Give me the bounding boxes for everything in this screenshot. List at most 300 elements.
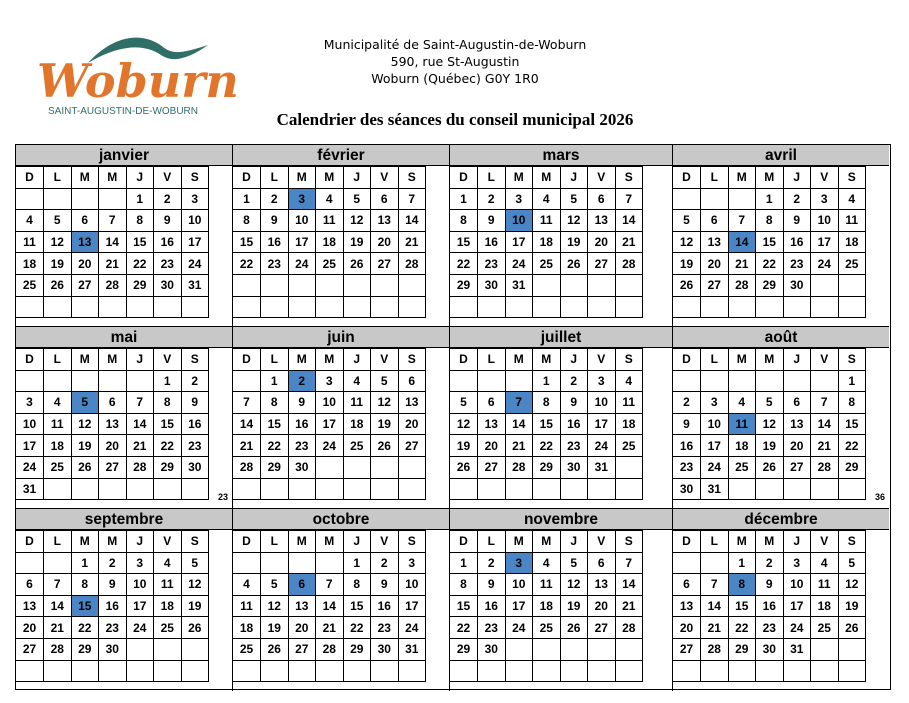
month-name: décembre	[673, 509, 889, 530]
day-cell: 11	[838, 210, 866, 232]
day-cell: 7	[126, 392, 154, 414]
day-cell: 29	[343, 638, 371, 660]
weekday-header-row	[233, 167, 426, 189]
day-cell: 20	[371, 231, 399, 253]
day-cell	[505, 638, 533, 660]
day-cell	[154, 660, 182, 682]
day-cell: 29	[126, 274, 154, 296]
day-cell: 20	[398, 413, 426, 435]
weekday-label: J	[560, 349, 588, 371]
day-cell: 19	[560, 595, 588, 617]
day-cell: 22	[533, 435, 561, 457]
day-cell: 29	[261, 456, 289, 478]
day-cell: 29	[450, 638, 478, 660]
week-row	[233, 413, 426, 435]
day-cell: 4	[728, 392, 756, 414]
day-cell: 23	[478, 617, 506, 639]
day-cell: 4	[533, 188, 561, 210]
day-cell: 30	[560, 456, 588, 478]
day-cell: 13	[588, 574, 616, 596]
day-cell: 8	[154, 392, 182, 414]
day-cell	[673, 188, 701, 210]
weekday-label: S	[838, 349, 866, 371]
day-cell	[756, 660, 784, 682]
day-cell: 16	[783, 231, 811, 253]
weekday-label: S	[615, 349, 643, 371]
day-cell	[343, 660, 371, 682]
week-row	[233, 210, 426, 232]
weekday-header-row	[233, 531, 426, 553]
day-cell: 14	[398, 210, 426, 232]
day-cell	[478, 478, 506, 500]
day-cell: 11	[533, 210, 561, 232]
day-cell	[478, 660, 506, 682]
week-row	[450, 231, 643, 253]
day-cell: 8	[233, 210, 261, 232]
day-cell	[261, 552, 289, 574]
week-row	[16, 274, 209, 296]
day-cell: 20	[99, 435, 127, 457]
week-row	[450, 188, 643, 210]
day-cell: 28	[126, 456, 154, 478]
day-cell: 30	[99, 638, 127, 660]
day-cell	[16, 660, 44, 682]
weekday-label: D	[16, 531, 44, 553]
weekday-label: S	[838, 167, 866, 189]
weekday-label: M	[71, 531, 99, 553]
day-cell: 4	[154, 552, 182, 574]
weekday-label: V	[371, 349, 399, 371]
weekday-header-row	[673, 531, 866, 553]
day-cell: 8	[71, 574, 99, 596]
day-cell: 4	[838, 188, 866, 210]
day-cell	[756, 478, 784, 500]
day-cell: 7	[99, 210, 127, 232]
day-cell: 6	[588, 188, 616, 210]
day-cell: 2	[783, 188, 811, 210]
weekday-label: S	[398, 349, 426, 371]
day-cell	[783, 370, 811, 392]
day-cell: 5	[343, 188, 371, 210]
weekday-label: V	[588, 531, 616, 553]
day-cell: 18	[44, 435, 72, 457]
week-row	[450, 253, 643, 275]
day-cell	[478, 296, 506, 318]
day-cell	[588, 478, 616, 500]
day-cell: 20	[288, 617, 316, 639]
day-cell: 27	[783, 456, 811, 478]
week-row	[450, 392, 643, 414]
day-cell: 16	[478, 231, 506, 253]
day-cell: 9	[478, 574, 506, 596]
day-cell	[560, 296, 588, 318]
day-cell: 29	[533, 456, 561, 478]
month-block	[450, 327, 673, 509]
day-cell: 7	[615, 188, 643, 210]
day-cell: 18	[615, 413, 643, 435]
day-cell: 19	[71, 435, 99, 457]
week-row	[450, 595, 643, 617]
weekday-label: J	[560, 531, 588, 553]
day-cell: 14	[811, 413, 839, 435]
weekday-label: D	[450, 349, 478, 371]
day-cell: 12	[673, 231, 701, 253]
day-cell	[533, 274, 561, 296]
day-cell	[181, 478, 209, 500]
month-table	[673, 166, 866, 318]
day-cell: 22	[126, 253, 154, 275]
week-row	[673, 552, 866, 574]
month-block	[16, 509, 233, 691]
day-cell: 1	[450, 188, 478, 210]
day-cell	[316, 660, 344, 682]
day-cell: 17	[181, 231, 209, 253]
day-cell	[233, 370, 261, 392]
day-cell: 19	[44, 253, 72, 275]
day-cell: 15	[450, 231, 478, 253]
day-cell	[838, 274, 866, 296]
day-cell: 18	[16, 253, 44, 275]
logo-graphic	[33, 33, 239, 119]
week-row	[673, 638, 866, 660]
day-cell: 28	[701, 638, 729, 660]
day-cell	[505, 660, 533, 682]
week-row	[16, 435, 209, 457]
day-cell	[16, 188, 44, 210]
day-cell: 12	[371, 392, 399, 414]
day-cell	[838, 478, 866, 500]
day-cell: 4	[316, 188, 344, 210]
weekday-label: D	[233, 167, 261, 189]
week-row	[16, 296, 209, 318]
day-cell: 14	[316, 595, 344, 617]
week-row	[16, 617, 209, 639]
day-cell: 26	[756, 456, 784, 478]
day-cell: 26	[673, 274, 701, 296]
week-row	[673, 370, 866, 392]
day-cell	[126, 478, 154, 500]
day-cell	[126, 638, 154, 660]
day-cell: 14	[615, 574, 643, 596]
day-cell: 17	[316, 413, 344, 435]
day-cell: 28	[811, 456, 839, 478]
day-cell: 16	[756, 595, 784, 617]
weekday-label: S	[181, 167, 209, 189]
week-row	[673, 231, 866, 253]
day-cell: 4	[16, 210, 44, 232]
day-cell: 16	[478, 595, 506, 617]
day-cell	[588, 660, 616, 682]
day-cell: 20	[588, 231, 616, 253]
day-cell	[233, 478, 261, 500]
day-cell: 23	[261, 253, 289, 275]
day-cell	[99, 660, 127, 682]
day-cell	[261, 296, 289, 318]
weekday-label: L	[478, 167, 506, 189]
week-row	[450, 296, 643, 318]
day-cell: 8	[756, 210, 784, 232]
day-cell	[673, 370, 701, 392]
day-cell	[588, 274, 616, 296]
council-meeting-day: 6	[288, 574, 316, 596]
month-block	[673, 327, 889, 509]
day-cell: 10	[316, 392, 344, 414]
day-cell	[533, 478, 561, 500]
weekday-label: M	[756, 349, 784, 371]
day-cell	[398, 274, 426, 296]
day-cell	[728, 660, 756, 682]
council-meeting-day: 3	[505, 552, 533, 574]
week-row	[233, 478, 426, 500]
day-cell: 17	[588, 413, 616, 435]
day-cell: 9	[99, 574, 127, 596]
day-cell	[316, 296, 344, 318]
month-name: janvier	[16, 145, 232, 166]
day-cell: 29	[154, 456, 182, 478]
day-cell: 16	[181, 413, 209, 435]
day-cell: 2	[154, 188, 182, 210]
day-cell: 9	[154, 210, 182, 232]
day-cell: 13	[701, 231, 729, 253]
address-line: 590, rue St-Augustin	[390, 54, 520, 69]
month-block	[450, 145, 673, 327]
day-cell	[728, 296, 756, 318]
day-cell	[615, 296, 643, 318]
month-table	[450, 166, 643, 318]
day-cell: 10	[16, 413, 44, 435]
address-block	[300, 36, 610, 87]
day-cell: 3	[588, 370, 616, 392]
day-cell: 1	[533, 370, 561, 392]
weekday-label: M	[316, 349, 344, 371]
day-cell: 9	[371, 574, 399, 596]
day-cell: 29	[450, 274, 478, 296]
day-cell: 13	[673, 595, 701, 617]
day-cell: 23	[154, 253, 182, 275]
week-row	[450, 210, 643, 232]
day-cell: 18	[316, 231, 344, 253]
day-cell	[756, 296, 784, 318]
day-cell: 5	[756, 392, 784, 414]
day-cell: 31	[16, 478, 44, 500]
weekday-label: J	[783, 531, 811, 553]
day-cell: 30	[154, 274, 182, 296]
day-cell: 6	[71, 210, 99, 232]
day-cell	[811, 296, 839, 318]
day-cell: 11	[811, 574, 839, 596]
week-row	[233, 574, 426, 596]
week-row	[673, 253, 866, 275]
weekday-label: M	[71, 167, 99, 189]
day-cell: 5	[673, 210, 701, 232]
day-cell: 28	[316, 638, 344, 660]
day-cell: 24	[181, 253, 209, 275]
day-cell: 18	[154, 595, 182, 617]
month-name: février	[233, 145, 449, 166]
weekday-label: D	[233, 349, 261, 371]
day-cell: 9	[288, 392, 316, 414]
day-cell: 25	[316, 253, 344, 275]
day-cell: 14	[615, 210, 643, 232]
day-cell: 7	[233, 392, 261, 414]
week-row	[673, 435, 866, 457]
day-cell: 25	[728, 456, 756, 478]
month-table	[233, 166, 426, 318]
day-cell: 1	[261, 370, 289, 392]
day-cell	[181, 638, 209, 660]
day-cell	[261, 478, 289, 500]
month-table	[673, 348, 866, 500]
day-cell: 4	[533, 552, 561, 574]
weekday-label: V	[811, 531, 839, 553]
day-cell	[371, 478, 399, 500]
day-cell	[126, 296, 154, 318]
day-cell	[728, 370, 756, 392]
week-row	[16, 638, 209, 660]
day-cell: 5	[44, 210, 72, 232]
day-cell	[505, 296, 533, 318]
day-cell: 13	[99, 413, 127, 435]
week-row	[450, 660, 643, 682]
day-cell: 26	[343, 253, 371, 275]
weekday-label: L	[701, 349, 729, 371]
day-cell: 21	[728, 253, 756, 275]
weekday-header-row	[450, 349, 643, 371]
weekday-label: S	[838, 531, 866, 553]
weekday-label: L	[478, 531, 506, 553]
weekday-label: J	[126, 349, 154, 371]
day-cell	[99, 370, 127, 392]
weekday-label: S	[615, 531, 643, 553]
month-block	[233, 327, 450, 509]
day-cell	[316, 456, 344, 478]
day-cell: 10	[288, 210, 316, 232]
day-cell: 29	[838, 456, 866, 478]
day-cell	[673, 660, 701, 682]
day-cell: 9	[478, 210, 506, 232]
day-cell: 17	[811, 231, 839, 253]
weekday-label: L	[701, 531, 729, 553]
day-cell: 7	[615, 552, 643, 574]
day-cell	[398, 478, 426, 500]
weekday-label: V	[154, 167, 182, 189]
month-name: septembre	[16, 509, 232, 530]
weekday-label: M	[99, 531, 127, 553]
day-cell	[371, 456, 399, 478]
week-row	[450, 413, 643, 435]
day-cell	[16, 296, 44, 318]
day-cell: 22	[838, 435, 866, 457]
weekday-label: M	[533, 531, 561, 553]
day-cell: 3	[16, 392, 44, 414]
day-cell	[728, 188, 756, 210]
weekday-label: J	[126, 167, 154, 189]
week-row	[450, 478, 643, 500]
day-cell: 3	[316, 370, 344, 392]
weekday-label: L	[44, 349, 72, 371]
month-table	[450, 348, 643, 500]
day-cell: 27	[478, 456, 506, 478]
day-cell	[288, 660, 316, 682]
week-row	[673, 595, 866, 617]
weekday-label: D	[673, 349, 701, 371]
day-cell: 24	[398, 617, 426, 639]
day-cell: 21	[811, 435, 839, 457]
day-cell: 28	[99, 274, 127, 296]
weekday-header-row	[673, 349, 866, 371]
month-block	[673, 145, 889, 327]
day-cell: 23	[181, 435, 209, 457]
week-row	[673, 456, 866, 478]
day-cell	[233, 660, 261, 682]
calendar-grid	[15, 144, 891, 690]
month-block	[673, 509, 889, 691]
month-name: mai	[16, 327, 232, 348]
weekday-label: V	[588, 167, 616, 189]
day-cell: 23	[371, 617, 399, 639]
day-cell: 11	[44, 413, 72, 435]
month-table	[233, 530, 426, 682]
week-row	[233, 253, 426, 275]
day-cell: 5	[371, 370, 399, 392]
day-cell: 7	[811, 392, 839, 414]
day-cell	[783, 296, 811, 318]
day-cell: 23	[288, 435, 316, 457]
day-cell: 31	[588, 456, 616, 478]
month-block	[16, 327, 233, 509]
weekday-label: V	[371, 167, 399, 189]
week-row	[233, 231, 426, 253]
day-cell	[560, 660, 588, 682]
day-cell: 17	[783, 595, 811, 617]
day-cell: 10	[588, 392, 616, 414]
day-cell: 8	[126, 210, 154, 232]
month-name: mars	[450, 145, 672, 166]
day-cell: 25	[154, 617, 182, 639]
day-cell: 30	[288, 456, 316, 478]
week-row	[16, 574, 209, 596]
day-cell: 19	[343, 231, 371, 253]
weekday-label: D	[450, 167, 478, 189]
day-cell: 21	[316, 617, 344, 639]
day-cell	[615, 638, 643, 660]
day-cell: 8	[838, 392, 866, 414]
corner-number: 36	[874, 492, 885, 502]
month-table	[16, 348, 209, 500]
day-cell: 3	[126, 552, 154, 574]
day-cell	[398, 456, 426, 478]
day-cell: 11	[533, 574, 561, 596]
weekday-header-row	[16, 531, 209, 553]
weekday-label: M	[505, 349, 533, 371]
day-cell: 10	[811, 210, 839, 232]
week-row	[673, 274, 866, 296]
week-row	[450, 638, 643, 660]
weekday-label: S	[615, 167, 643, 189]
day-cell: 11	[154, 574, 182, 596]
weekday-label: M	[71, 349, 99, 371]
day-cell: 7	[398, 188, 426, 210]
day-cell	[181, 660, 209, 682]
day-cell: 17	[16, 435, 44, 457]
week-row	[233, 660, 426, 682]
week-row	[16, 188, 209, 210]
day-cell: 5	[560, 552, 588, 574]
day-cell	[398, 660, 426, 682]
week-row	[673, 478, 866, 500]
day-cell: 22	[261, 435, 289, 457]
month-name: novembre	[450, 509, 672, 530]
